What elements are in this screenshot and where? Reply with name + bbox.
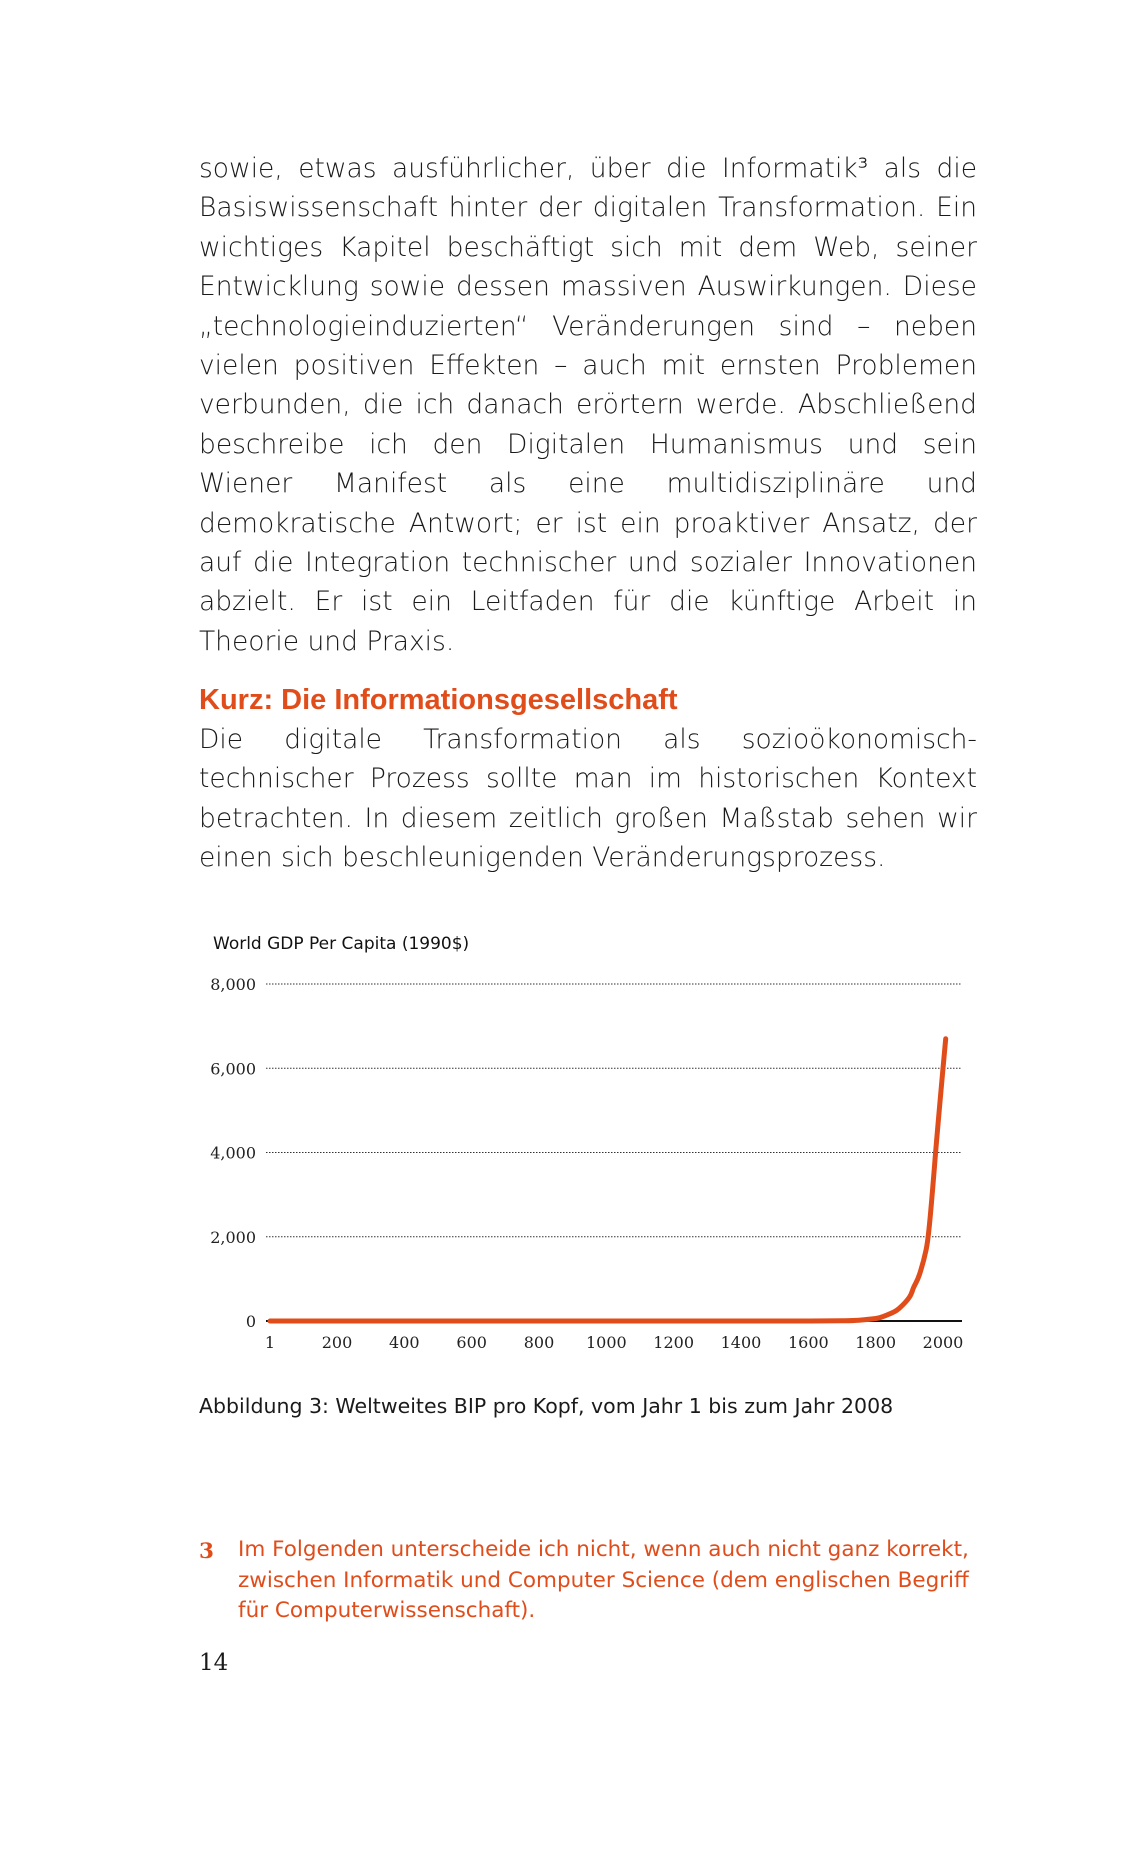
page-number: 14: [199, 1650, 229, 1676]
x-tick-label: 200: [321, 1333, 353, 1352]
body-paragraph-2: Die digitale Transformation als sozioökonomisch-technischer Prozess sollte man im historischen Kontext betrachten. In diesem zeitlich großen Maßstab sehen wir einen sich beschleunigenden Veränderungsprozess.: [199, 724, 977, 874]
y-tick-label: 4,000: [210, 1143, 256, 1163]
x-tick-label: 600: [456, 1333, 487, 1352]
x-tick-label: 800: [523, 1333, 555, 1352]
y-tick-label: 2,000: [210, 1227, 256, 1247]
y-tick-label: 6,000: [210, 1059, 256, 1079]
x-tick-label: 1: [264, 1333, 276, 1352]
y-tick-label: 8,000: [210, 975, 256, 994]
body-paragraph-1: sowie, etwas ausführlicher, über die Informatik³ als die Basiswissenschaft hinter der digitalen Transformation. Ein wichtiges Kapitel beschäftigt sich mit dem Web, seiner Entwicklung sowie dessen massiven Auswirkungen. Diese „technologieinduzierten“ Veränderungen sind – neben vielen positiven Effekten – auch mit ernsten Problemen verbunden, die ich danach erörtern werde. Abschließend beschreibe ich den Digitalen Humanismus und sein Wiener Manifest als eine multidisziplinäre und demokratische Antwort; er ist ein proaktiver Ansatz, der auf die Integration technischer und sozialer Innovationen abzielt. Er ist ein Leitfaden für die künftige Arbeit in Theorie und Praxis.: [199, 153, 977, 657]
x-tick-label: 1000: [585, 1333, 627, 1352]
section-heading: Kurz: Die Informationsgesellschaft: [199, 684, 678, 716]
chart-title: World GDP Per Capita (1990$): [213, 934, 470, 954]
figure-caption: Abbildung 3: Weltweites BIP pro Kopf, vom Jahr 1 bis zum Jahr 2008: [199, 1394, 894, 1418]
x-tick-label: 2000: [922, 1333, 964, 1352]
x-tick-label: 1800: [855, 1333, 897, 1352]
x-tick-label: 1400: [720, 1333, 762, 1352]
footnote-number: 3: [199, 1539, 214, 1564]
x-tick-label: 400: [389, 1333, 420, 1352]
x-tick-label: 1600: [787, 1333, 829, 1352]
x-tick-label: 1200: [653, 1333, 695, 1352]
series-line-0: [270, 1039, 946, 1321]
footnote-text: Im Folgenden unterscheide ich nicht, wenn auch nicht ganz korrekt, zwischen Informatik und Computer Science (dem englischen Begriff für Computerwissenschaft).: [238, 1537, 969, 1623]
y-tick-label: 0: [245, 1312, 256, 1331]
